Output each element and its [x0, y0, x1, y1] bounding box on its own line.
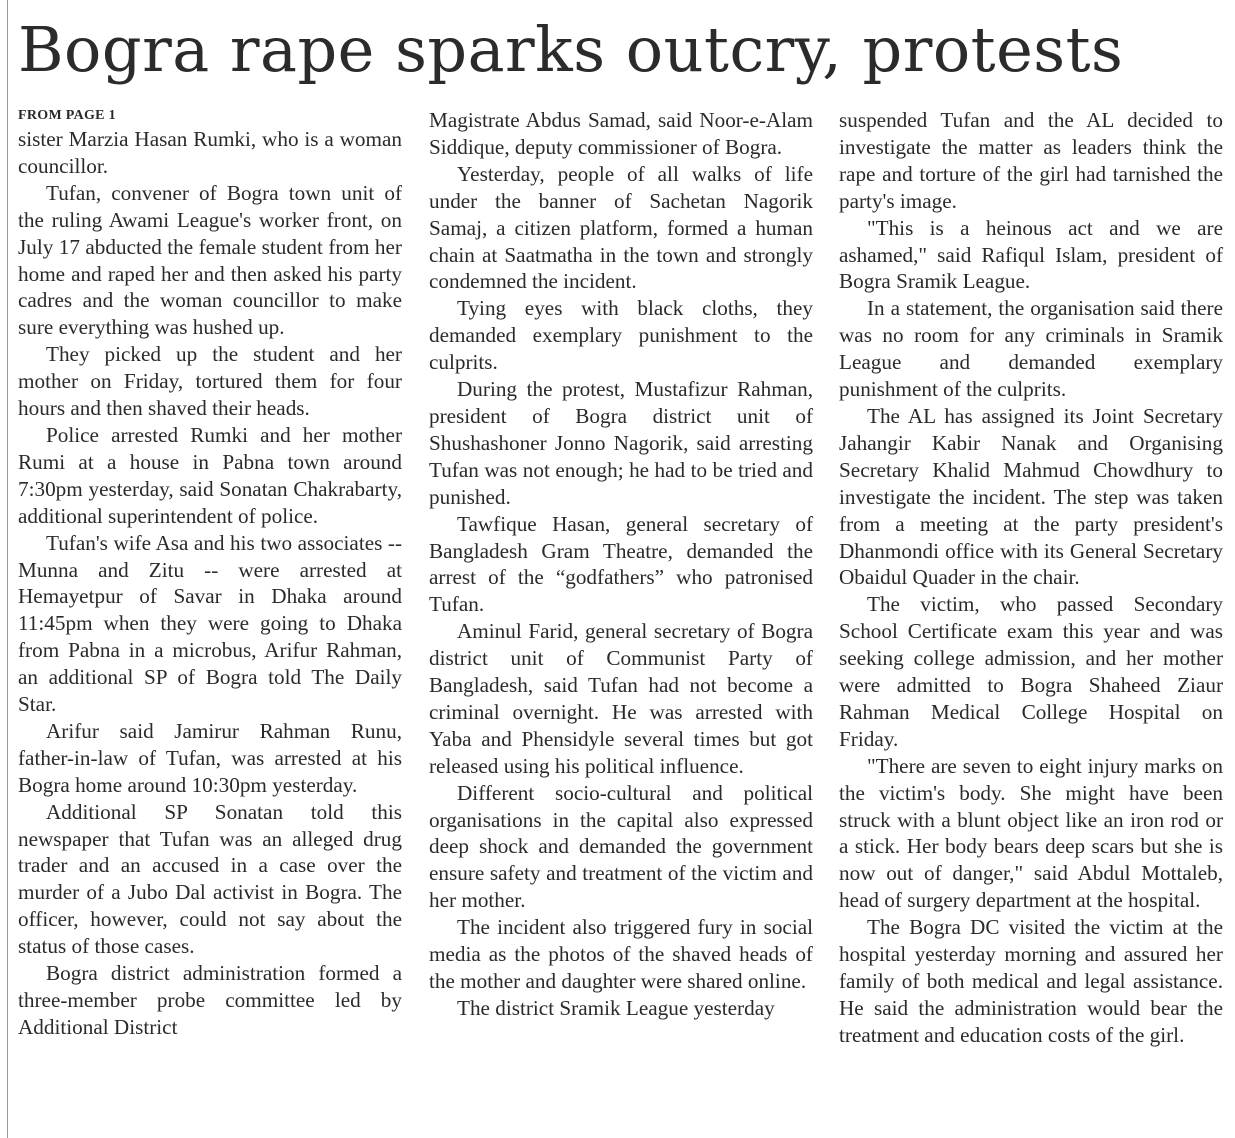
paragraph: Bogra district administration formed a three-member probe committee led by Additional District [18, 961, 402, 1039]
paragraph: Tying eyes with black cloths, they demanded exemplary punishment to the culprits. [429, 296, 813, 375]
paragraph: Aminul Farid, general secretary of Bogra district unit of Communist Party of Bangladesh, said Tufan had not become a criminal overnight. He was arrested with Yaba and Phensidyle several times but got released using his political influence. [429, 619, 813, 778]
paragraph: The incident also triggered fury in social media as the photos of the shaved heads of the mother and daughter were shared online. [429, 915, 813, 993]
paragraph: suspended Tufan and the AL decided to investigate the matter as leaders think the rape and torture of the girl had tarnished the party's image. [839, 108, 1223, 213]
article-column-1 [18, 106, 402, 1041]
article-column-3 [839, 107, 1223, 1049]
from-page-kicker: FROM PAGE 1 [18, 108, 116, 123]
paragraph: Tufan's wife Asa and his two associates -- Munna and Zitu -- were arrested at Hemayetpur of Savar in Dhaka around 11:45pm when they were going to Dhaka from Pabna in a microbus, Arifur Rahman, an additional SP of Bogra told The Daily Star. [18, 530, 402, 717]
paragraph: In a statement, the organisation said there was no room for any criminals in Sramik League and demanded exemplary punishment of the culprits. [839, 296, 1223, 402]
paragraph: Arifur said Jamirur Rahman Runu, father-in-law of Tufan, was arrested at his Bogra home around 10:30pm yesterday. [18, 718, 402, 797]
paragraph: The AL has assigned its Joint Secretary Jahangir Kabir Nanak and Organising Secretary Khalid Mahmud Chowdhury to investigate the incident. The step was taken from a meeting at the party president's Dhanmondi office with its General Secretary Obaidul Quader in the chair. [839, 403, 1223, 590]
paragraph: sister Marzia Hasan Rumki, who is a woman councillor. [18, 127, 402, 178]
paragraph: They picked up the student and her mother on Friday, tortured them for four hours and then shaved their heads. [18, 342, 402, 421]
paragraph: Tawfique Hasan, general secretary of Bangladesh Gram Theatre, demanded the arrest of the “godfathers” who patronised Tufan. [429, 511, 813, 617]
article-column-2 [429, 107, 813, 1022]
paragraph: Police arrested Rumki and her mother Rumi at a house in Pabna town around 7:30pm yesterday, said Sonatan Chakrabarty, additional superintendent of police. [18, 422, 402, 528]
paragraph: Tufan, convener of Bogra town unit of the ruling Awami League's worker front, on July 17 abducted the female student from her home and raped her and then asked his party cadres and the woman councillor to make sure everything was hushed up. [18, 180, 402, 340]
paragraph: Magistrate Abdus Samad, said Noor-e-Alam Siddique, deputy commissioner of Bogra. [429, 108, 813, 159]
paragraph: The Bogra DC visited the victim at the hospital yesterday morning and assured her family of both medical and legal assistance. He said the administration would bear the treatment and education costs of the girl. [839, 915, 1223, 1047]
paragraph: "This is a heinous act and we are ashamed," said Rafiqul Islam, president of Bogra Sramik League. [839, 215, 1223, 294]
paragraph: Additional SP Sonatan told this newspaper that Tufan was an alleged drug trader and an accused in a case over the murder of a Jubo Dal activist in Bogra. The officer, however, could not say about the status of those cases. [18, 799, 402, 959]
headline: Bogra rape sparks outcry, protests [18, 13, 1124, 86]
paragraph: The district Sramik League yesterday [457, 995, 775, 1020]
paragraph: The victim, who passed Secondary School Certificate exam this year and was seeking college admission, and her mother were admitted to Bogra Shaheed Ziaur Rahman Medical College Hospital on Friday. [839, 592, 1223, 751]
paragraph: "There are seven to eight injury marks on the victim's body. She might have been struck with a blunt object like an iron rod or a stick. Her body bears deep scars but she is now out of danger," said Abdul Mottaleb, head of surgery department at the hospital. [839, 753, 1223, 913]
paragraph: During the protest, Mustafizur Rahman, president of Bogra district unit of Shushashoner Jonno Nagorik, said arresting Tufan was not enough; he had to be tried and punished. [429, 377, 813, 509]
paragraph: Yesterday, people of all walks of life under the banner of Sachetan Nagorik Samaj, a citizen platform, formed a human chain at Saatmatha in the town and strongly condemned the incident. [429, 161, 813, 294]
paragraph: Different socio-cultural and political organisations in the capital also expressed deep shock and demanded the government ensure safety and treatment of the victim and her mother. [429, 780, 813, 913]
column-rule [7, 0, 8, 1138]
